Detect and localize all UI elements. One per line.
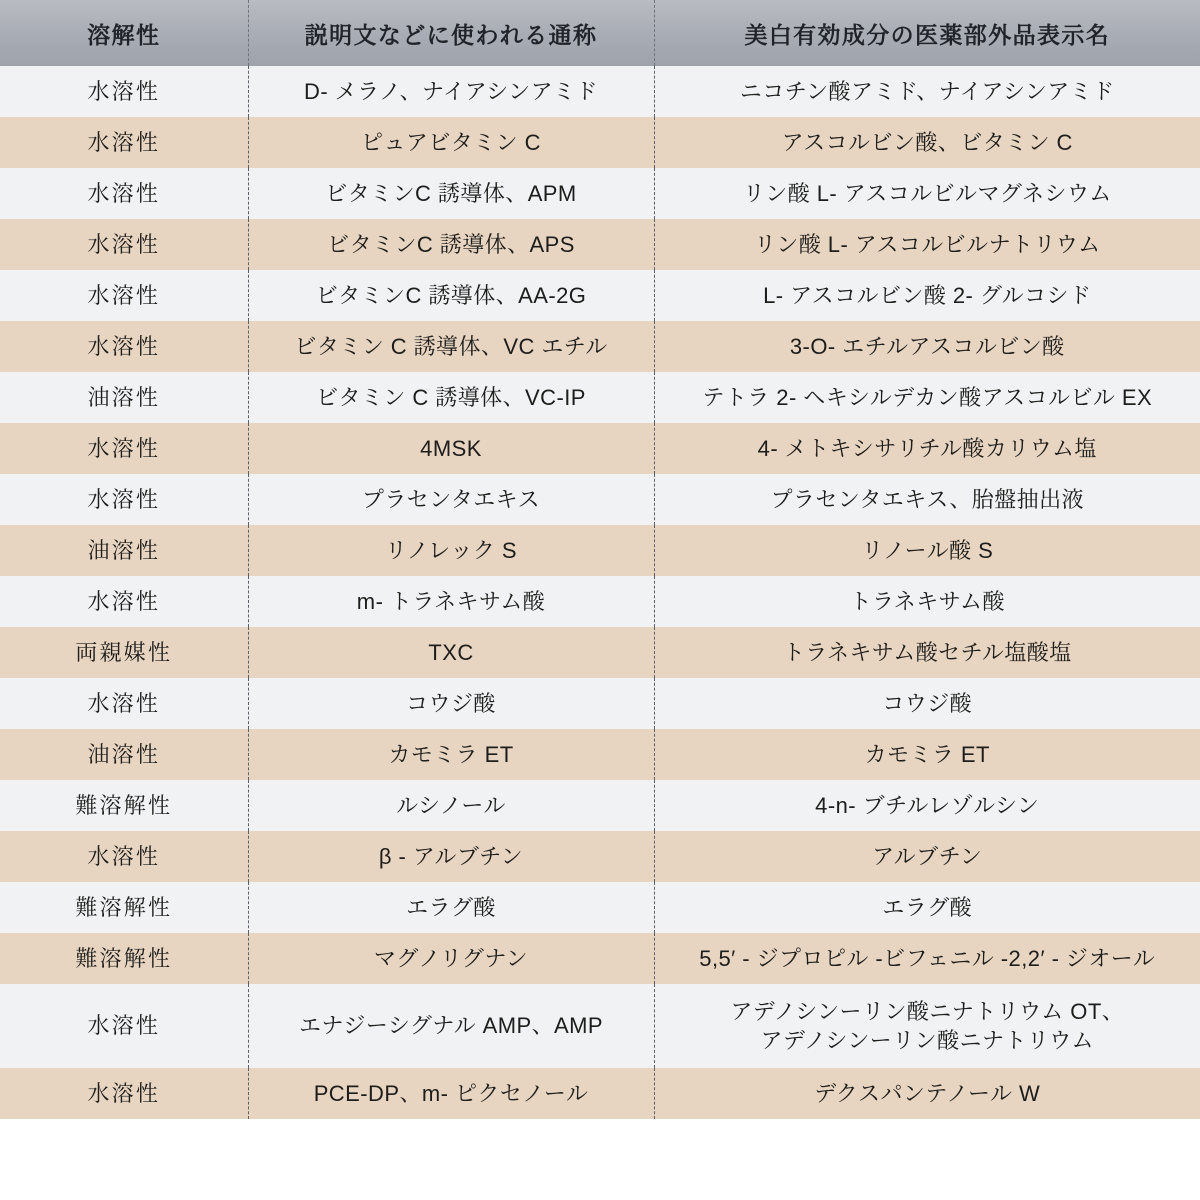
cell-common-name: 4MSK (248, 423, 654, 474)
cell-official-name: ニコチン酸アミド、ナイアシンアミド (654, 66, 1200, 117)
cell-official-name: リノール酸 S (654, 525, 1200, 576)
column-header-official-name: 美白有効成分の医薬部外品表示名 (654, 0, 1200, 66)
table-row (0, 729, 1200, 780)
cell-official-name-line2: アデノシンーリン酸ニナトリウム (760, 1028, 1094, 1053)
cell-common-name: ピュアビタミン C (248, 117, 654, 168)
table-row (0, 66, 1200, 117)
cell-common-name: D- メラノ、ナイアシンアミド (248, 66, 654, 117)
cell-common-name: ビタミンC 誘導体、APM (248, 168, 654, 219)
cell-official-name: 4-n- ブチルレゾルシン (654, 780, 1200, 831)
cell-solubility: 水溶性 (0, 66, 248, 117)
cell-official-name-line1: アデノシンーリン酸ニナトリウム OT、 (730, 998, 1125, 1024)
table-row (0, 984, 1200, 1068)
cell-official-name: プラセンタエキス、胎盤抽出液 (654, 474, 1200, 525)
cell-common-name: エラグ酸 (248, 882, 654, 933)
cell-common-name: リノレック S (248, 525, 654, 576)
cell-solubility: 水溶性 (0, 168, 248, 219)
cell-solubility: 水溶性 (0, 678, 248, 729)
cell-solubility: 水溶性 (0, 474, 248, 525)
cell-solubility: 油溶性 (0, 729, 248, 780)
cell-common-name: ビタミン C 誘導体、VC-IP (248, 372, 654, 423)
table-row (0, 321, 1200, 372)
cell-common-name: β - アルブチン (248, 831, 654, 882)
cell-official-name: コウジ酸 (654, 678, 1200, 729)
cell-common-name: ビタミンC 誘導体、APS (248, 219, 654, 270)
cell-official-name: 4- メトキシサリチル酸カリウム塩 (654, 423, 1200, 474)
cell-common-name: ルシノール (248, 780, 654, 831)
cell-official-name: エラグ酸 (654, 882, 1200, 933)
cell-solubility: 水溶性 (0, 270, 248, 321)
table-row (0, 882, 1200, 933)
table-row (0, 576, 1200, 627)
cell-solubility: 水溶性 (0, 831, 248, 882)
cell-solubility: 水溶性 (0, 576, 248, 627)
cell-solubility: 両親媒性 (0, 627, 248, 678)
table-body (0, 66, 1200, 1119)
table-row (0, 678, 1200, 729)
table-row (0, 1068, 1200, 1119)
table-row (0, 270, 1200, 321)
cell-official-name: 5,5′ - ジプロピル -ビフェニル -2,2′ - ジオール (654, 933, 1200, 984)
table-row (0, 423, 1200, 474)
cell-solubility: 油溶性 (0, 525, 248, 576)
cell-solubility: 水溶性 (0, 219, 248, 270)
table-header-row (0, 0, 1200, 66)
cell-common-name: PCE-DP、m- ピクセノール (248, 1068, 654, 1119)
cell-common-name: ビタミン C 誘導体、VC エチル (248, 321, 654, 372)
cell-solubility: 難溶解性 (0, 882, 248, 933)
cell-official-name: アルブチン (654, 831, 1200, 882)
cell-official-name: テトラ 2- ヘキシルデカン酸アスコルビル EX (654, 372, 1200, 423)
table-row (0, 117, 1200, 168)
cell-common-name: マグノリグナン (248, 933, 654, 984)
cell-official-name: 3-O- エチルアスコルビン酸 (654, 321, 1200, 372)
cell-common-name: プラセンタエキス (248, 474, 654, 525)
table-row (0, 525, 1200, 576)
cell-common-name: コウジ酸 (248, 678, 654, 729)
cell-solubility: 水溶性 (0, 423, 248, 474)
table-row (0, 627, 1200, 678)
table-row (0, 219, 1200, 270)
cell-common-name: TXC (248, 627, 654, 678)
table-row (0, 372, 1200, 423)
cell-common-name: m- トラネキサム酸 (248, 576, 654, 627)
cell-solubility: 水溶性 (0, 117, 248, 168)
column-header-common-name: 説明文などに使われる通称 (248, 0, 654, 66)
cell-official-name: カモミラ ET (654, 729, 1200, 780)
table-header (0, 0, 1200, 66)
table-row (0, 831, 1200, 882)
cell-official-name: アスコルビン酸、ビタミン C (654, 117, 1200, 168)
column-header-solubility: 溶解性 (0, 0, 248, 66)
cell-common-name: エナジーシグナル AMP、AMP (248, 984, 654, 1068)
cell-official-name: リン酸 L- アスコルビルナトリウム (654, 219, 1200, 270)
cell-official-name: トラネキサム酸セチル塩酸塩 (654, 627, 1200, 678)
cell-common-name: カモミラ ET (248, 729, 654, 780)
cell-common-name: ビタミンC 誘導体、AA-2G (248, 270, 654, 321)
cell-solubility: 油溶性 (0, 372, 248, 423)
cell-official-name: トラネキサム酸 (654, 576, 1200, 627)
cell-solubility: 難溶解性 (0, 933, 248, 984)
cell-solubility: 水溶性 (0, 321, 248, 372)
cell-official-name: リン酸 L- アスコルビルマグネシウム (654, 168, 1200, 219)
table-row (0, 780, 1200, 831)
cell-official-name: L- アスコルビン酸 2- グルコシド (654, 270, 1200, 321)
cell-solubility: 難溶解性 (0, 780, 248, 831)
cell-solubility: 水溶性 (0, 1068, 248, 1119)
cell-official-name (654, 984, 1200, 1068)
table-row (0, 933, 1200, 984)
cell-solubility: 水溶性 (0, 984, 248, 1068)
cell-official-name: デクスパンテノール W (654, 1068, 1200, 1119)
table-row (0, 474, 1200, 525)
table-row (0, 168, 1200, 219)
